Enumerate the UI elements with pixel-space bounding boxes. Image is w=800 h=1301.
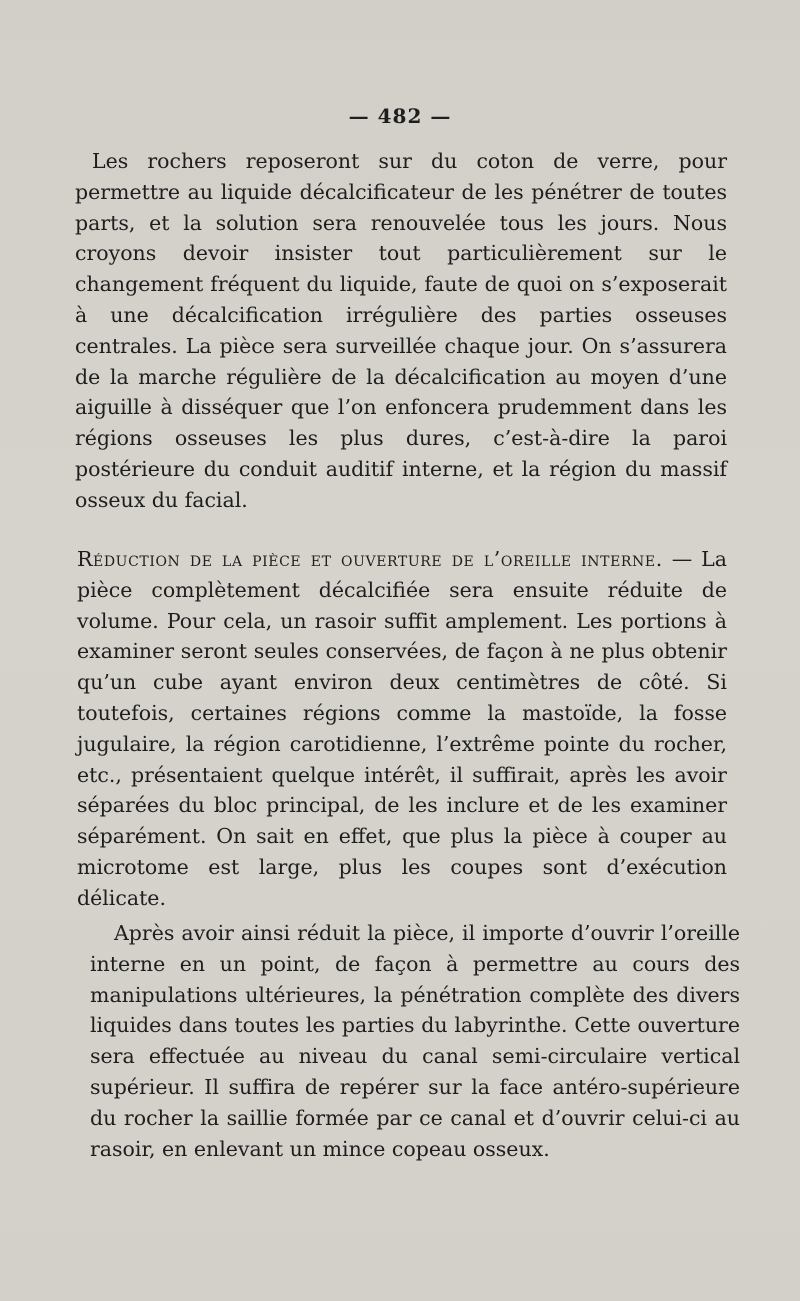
page-number: — 482 — <box>348 104 452 128</box>
paragraph-rochers-decalcification <box>75 146 727 516</box>
paragraph-text: Après avoir ainsi réduit la pièce, il importe d’ouvrir l’oreille interne en un point, de façon à permettre au cours des manipulations ultérieures, la pénétration complète des divers liquides dans toutes les parties du labyrinthe. Cette ouverture sera effectuée au niveau du canal semi-circulaire vertical supérieur. Il suffira de repérer sur la face antéro-supérieure du rocher la saillie formée par ce canal et d’ouvrir celui-ci au rasoir, en enlevant un mince copeau osseux. <box>90 921 740 1161</box>
section-heading: Réduction de la pièce et ouverture de l’oreille interne. <box>77 547 663 571</box>
paragraph-ouverture-oreille <box>90 918 740 1164</box>
paragraph-text: Les rochers reposeront sur du coton de verre, pour permettre au liquide décalcificateur de les pénétrer de toutes parts, et la solution sera renouvelée tous les jours. Nous croyons devoir insister tout particulièrement sur le changement fréquent du liquide, faute de quoi on s’exposerait à une décalcification irrégulière des parties osseuses centrales. La pièce sera surveillée chaque jour. On s’assurera de la marche régulière de la décalcification au moyen d’une aiguille à disséquer que l’on enfoncera prudemment dans les régions osseuses les plus dures, c’est-à-dire la paroi postérieure du conduit auditif interne, et la région du massif osseux du facial. <box>75 149 727 512</box>
paragraph-text <box>77 544 727 914</box>
paragraph-body: — La pièce complètement décalcifiée sera ensuite réduite de volume. Pour cela, un rasoir suffit amplement. Les portions à examiner seront seules conservées, de façon à ne plus obtenir qu’un cube ayant environ deux centimètres de côté. Si toutefois, certaines régions comme la mastoïde, la fosse jugulaire, la région carotidienne, l’extrême pointe du rocher, etc., présentaient quelque intérêt, il suffirait, après les avoir séparées du bloc principal, de les inclure et de les examiner séparément. On sait en effet, que plus la pièce à couper au microtome est large, plus les coupes sont d’exécution délicate. <box>77 547 727 910</box>
paragraph-reduction-piece <box>77 544 727 914</box>
